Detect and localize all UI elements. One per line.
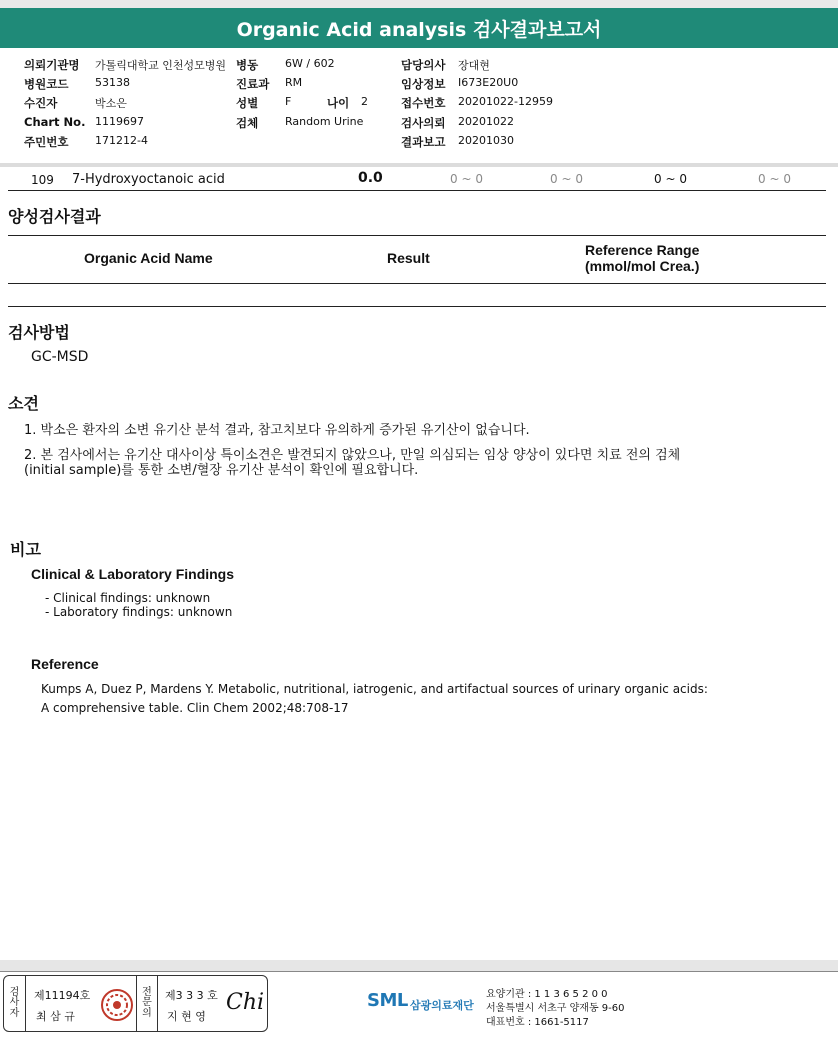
- table-row: [0, 170, 838, 190]
- specialist-name: 지 현 영: [167, 1010, 206, 1023]
- clinical-value: I673E20U0: [458, 76, 519, 89]
- specialist-vertical-label: 전 문 의: [136, 976, 158, 1031]
- table-top-rule: [8, 235, 826, 236]
- req-org-label: 의뢰기관명: [24, 58, 80, 72]
- examiner-number: 제11194호: [34, 989, 91, 1002]
- address: 서울특별시 서초구 양재동 9-60: [486, 1003, 625, 1014]
- phone-number: 대표번호 : 1661-5117: [486, 1017, 589, 1028]
- table-header-rule: [8, 283, 826, 284]
- specimen-value: Random Urine: [285, 115, 364, 128]
- age-label: 나이: [327, 96, 350, 110]
- sex-label: 성별: [236, 96, 259, 110]
- dept-label: 진료과: [236, 77, 270, 91]
- reference-line-2: A comprehensive table. Clin Chem 2002;48:708-17: [41, 701, 349, 715]
- sml-logo: SML: [367, 990, 408, 1011]
- sex-value: F: [285, 95, 292, 108]
- specialist-number: 제3 3 3 호: [165, 989, 218, 1002]
- signature-mark: Chi: [226, 990, 265, 1015]
- findings-title: Clinical & Laboratory Findings: [31, 566, 235, 582]
- row-range-1: 0 ~ 0: [450, 172, 483, 186]
- top-gap: [0, 0, 838, 8]
- row-range-2: 0 ~ 0: [550, 172, 583, 186]
- specimen-label: 검체: [236, 116, 259, 130]
- receipt-label: 접수번호: [401, 96, 446, 110]
- col-reference-line1: Reference Range: [585, 242, 700, 258]
- clinical-label: 임상정보: [401, 77, 446, 91]
- chart-value: 1119697: [95, 115, 144, 128]
- reference-line-1: Kumps A, Duez P, Mardens Y. Metabolic, nutritional, iatrogenic, and artifactual sources of urinary organic acids:: [41, 682, 708, 696]
- table-bottom-rule: [8, 306, 826, 307]
- dept-value: RM: [285, 76, 303, 89]
- col-acid-name: Organic Acid Name: [84, 250, 213, 266]
- chart-label: Chart No.: [24, 115, 86, 129]
- patient-value: 박소은: [95, 97, 127, 110]
- row-number: 109: [31, 173, 54, 187]
- req-org-value: 가톨릭대학교 인천성모병원: [95, 59, 227, 72]
- footer-divider: [0, 971, 838, 972]
- request-label: 검사의뢰: [401, 116, 446, 130]
- institution-code: 요양기관 : 1 1 3 6 5 2 0 0: [486, 989, 608, 1000]
- opinion-line-2a: 2. 본 검사에서는 유기산 대사이상 특이소견은 발견되지 않았으나, 만일 의심되는 임상 양상이 있다면 치료 전의 검체: [24, 448, 681, 463]
- examiner-vertical-label: 검 사 자: [4, 976, 26, 1031]
- age-value: 2: [361, 95, 368, 108]
- id-value: 171212-4: [95, 134, 148, 147]
- report-title: Organic Acid analysis 검사결과보고서: [0, 8, 838, 48]
- organization-name: 삼광의료재단: [410, 999, 474, 1012]
- method-heading: 검사방법: [8, 323, 70, 342]
- seal-icon: [100, 988, 134, 1022]
- opinion-heading: 소견: [8, 394, 39, 413]
- doctor-value: 장대현: [458, 59, 490, 72]
- doctor-label: 담당의사: [401, 58, 446, 72]
- examiner-name: 최 삼 규: [36, 1010, 75, 1023]
- method-value: GC-MSD: [31, 349, 89, 365]
- col-reference: [585, 242, 699, 274]
- hosp-code-label: 병원코드: [24, 77, 69, 91]
- id-label: 주민번호: [24, 135, 69, 149]
- opinion-line-2: [24, 448, 680, 478]
- positive-heading: 양성검사결과: [8, 207, 101, 226]
- findings-clinical: - Clinical findings: unknown: [45, 591, 211, 605]
- col-reference-line2: (mmol/mol Crea.): [585, 258, 700, 274]
- signature-box: [3, 975, 268, 1032]
- row-range-3: 0 ~ 0: [654, 172, 687, 186]
- findings-laboratory: - Laboratory findings: unknown: [45, 605, 233, 619]
- report-label: 결과보고: [401, 135, 446, 149]
- opinion-line-2b: (initial sample)를 통한 소변/혈장 유기산 분석이 확인에 필요합니다.: [24, 463, 419, 478]
- hosp-code-value: 53138: [95, 76, 130, 89]
- row-range-4: 0 ~ 0: [758, 172, 791, 186]
- ward-value: 6W / 602: [285, 57, 335, 70]
- ward-label: 병동: [236, 58, 259, 72]
- request-value: 20201022: [458, 115, 514, 128]
- patient-label: 수진자: [24, 96, 58, 110]
- col-result: Result: [387, 250, 430, 266]
- row-divider: [8, 190, 826, 191]
- patient-info: [0, 54, 838, 158]
- report-value: 20201030: [458, 134, 514, 147]
- remarks-heading: 비고: [10, 540, 41, 559]
- reference-title: Reference: [31, 656, 99, 672]
- opinion-line-1: 1. 박소은 환자의 소변 유기산 분석 결과, 참고치보다 유의하게 증가된 유기산이 없습니다.: [24, 423, 530, 438]
- receipt-value: 20201022-12959: [458, 95, 553, 108]
- row-acid-name: 7-Hydroxyoctanoic acid: [72, 172, 225, 187]
- row-result: 0.0: [358, 170, 383, 186]
- header-divider: [0, 163, 838, 167]
